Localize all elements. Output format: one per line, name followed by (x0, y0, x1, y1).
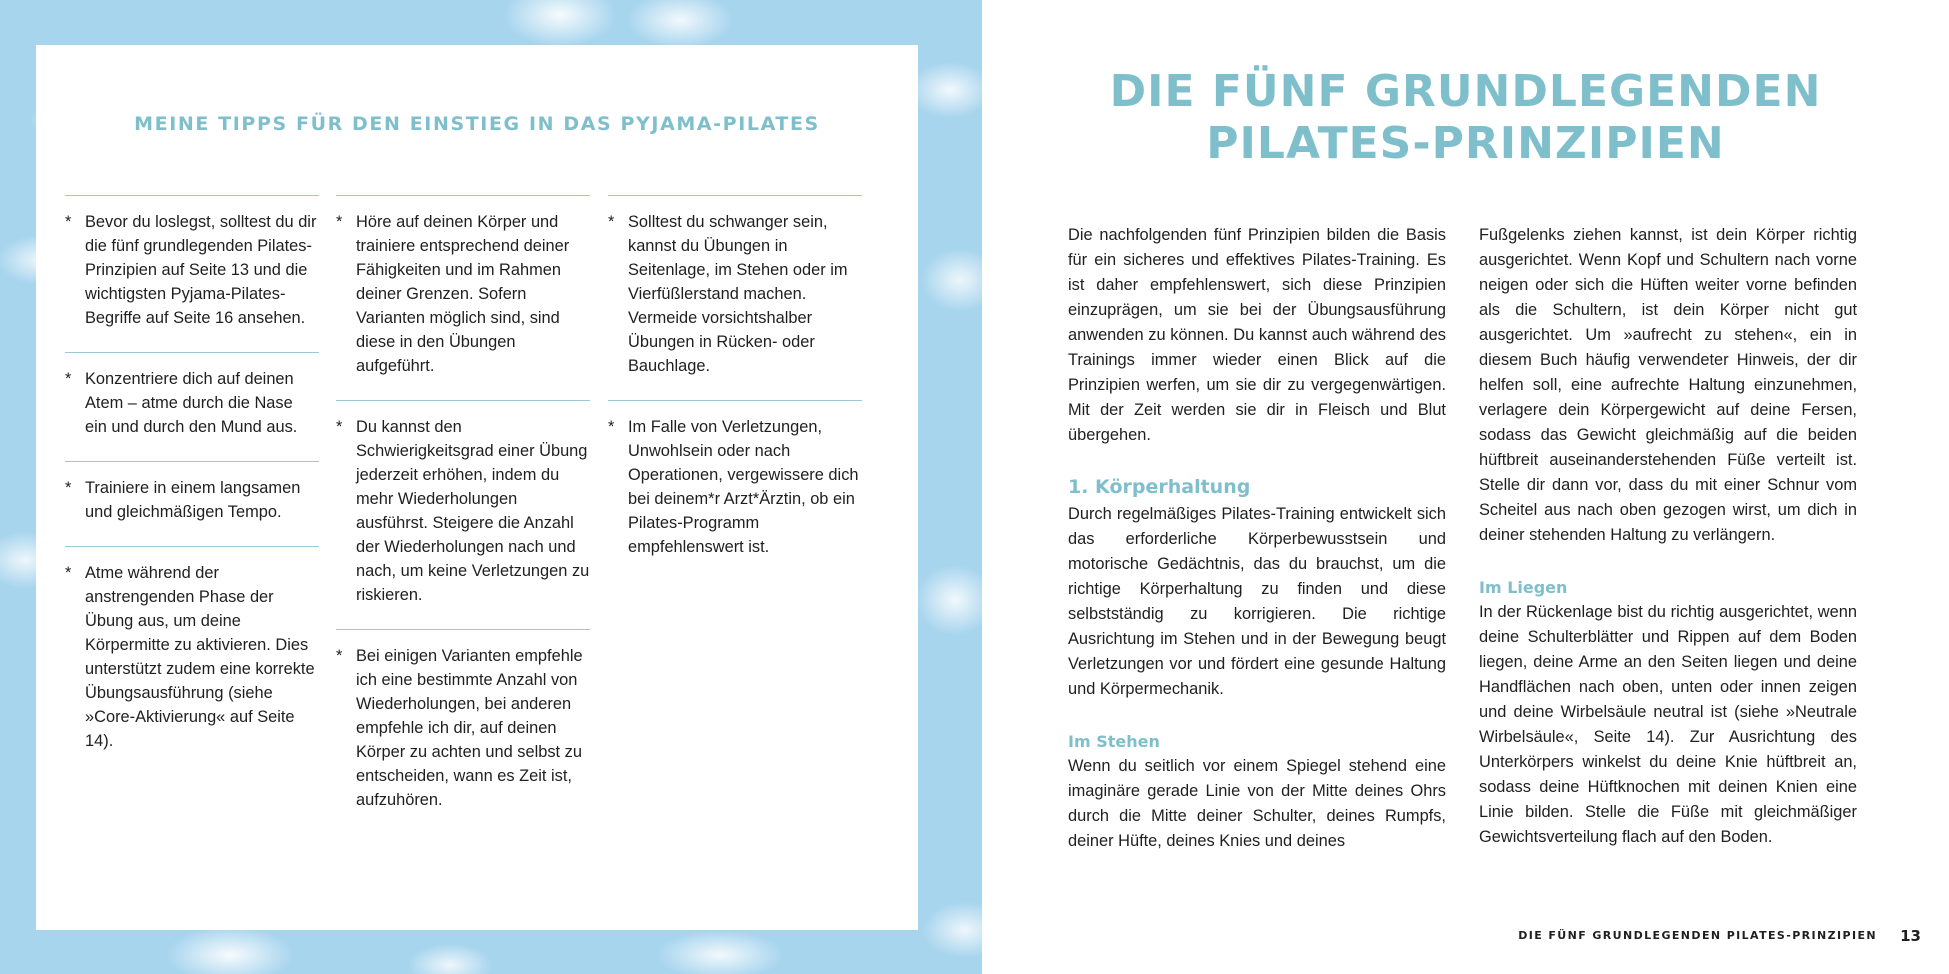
tips-column-3 (608, 195, 862, 577)
bullet-star: * (65, 370, 72, 388)
tip-text: Im Falle von Verletzungen, Unwohlsein oder nach Operationen, vergewissere dich bei deinem*r Arzt*Ärztin, ob ein Pilates-Programm empfehlenswert ist. (628, 418, 859, 556)
tip-text: Konzentriere dich auf deinen Atem – atme durch die Nase ein und durch den Mund aus. (85, 370, 298, 436)
bullet-star: * (336, 213, 343, 231)
tip-item (65, 352, 319, 457)
running-footer: DIE FÜNF GRUNDLEGENDEN PILATES-PRINZIPIEN (1518, 929, 1877, 942)
bullet-star: * (65, 479, 72, 497)
tip-text: Höre auf deinen Körper und trainiere entsprechend deiner Fähigkeiten und im Rahmen deiner Grenzen. Sofern Varianten möglich sind, sind diese in den Übungen aufgeführt. (356, 213, 570, 375)
bullet-star: * (608, 213, 615, 231)
tip-item (336, 400, 590, 625)
section-heading-posture: 1. Körperhaltung (1068, 476, 1251, 498)
bullet-star: * (65, 213, 72, 231)
tip-text: Solltest du schwanger sein, kannst du Übungen in Seitenlage, im Stehen oder im Vierfüßlerstand machen. Vermeide vorsichtshalber Übungen in Rücken- oder Bauchlage. (628, 213, 848, 375)
section-paragraph: Durch regelmäßiges Pilates-Training entwickelt sich das erforderliche Körperbewusstsein und motorische Gedächtnis, das du brauchst, um die richtige Körperhaltung zu finden und diese selbstständig zu korrigieren. Die richtige Ausrichtung im Stehen und in der Bewegung beugt Verletzungen vor und fördert eine gesunde Haltung und Körpermechanik. (1068, 505, 1446, 698)
bullet-star: * (336, 418, 343, 436)
tip-item (65, 195, 319, 348)
tip-item (65, 461, 319, 542)
tip-text: Bevor du loslegst, solltest du dir die fünf grundlegenden Pilates-Prinzipien auf Seite 13 und die wichtigsten Pyjama-Pilates-Begriffe auf Seite 16 ansehen. (85, 213, 317, 327)
tips-column-1 (65, 195, 319, 771)
standing-paragraph-end: Fußgelenks ziehen kannst, ist dein Körper richtig ausgerichtet. Wenn Kopf und Schultern nach vorne neigen oder sich die Hüften weiter vorne befinden als die Schultern, ist dein Körper nicht gut ausgerichtet. Um »aufrecht zu stehen«, ein in diesem Buch häufig verwendeter Hinweis, der dir helfen soll, eine aufrechte Haltung einzunehmen, verlagere dein Körpergewicht auf deine Fersen, sodass das Gewicht gleichmäßig auf die beiden hüftbreit auseinanderstehenden Füße verteilt ist. Stelle dir dann vor, dass du mit einer Schnur vom Scheitel aus nach oben gezogen wirst, um dich in deiner stehenden Haltung zu verlängern. (1479, 226, 1857, 544)
bullet-star: * (65, 564, 72, 582)
tip-text: Trainiere in einem langsamen und gleichmäßigen Tempo. (85, 479, 301, 521)
standing-paragraph-start: Wenn du seitlich vor einem Spiegel stehend eine imaginäre gerade Linie von der Mitte deines Ohrs durch die Mitte deiner Schulter, deines Rumpfs, deiner Hüfte, deines Knies und deines (1068, 757, 1446, 850)
text-column-2 (1479, 223, 1857, 850)
tip-item (336, 195, 590, 396)
page-title (982, 66, 1949, 170)
subheading-lying: Im Liegen (1479, 578, 1568, 597)
tip-text: Atme während der anstrengenden Phase der Übung aus, um deine Körpermitte zu aktivieren. Dies unterstützt zudem eine korrekte Übungsausführung (siehe »Core-Aktivierung« auf Seite 14). (85, 564, 315, 750)
tip-item (608, 195, 862, 396)
subheading-standing: Im Stehen (1068, 732, 1160, 751)
tips-card (36, 45, 918, 930)
title-line-2: PILATES-PRINZIPIEN (1206, 118, 1725, 169)
page-number: 13 (1900, 927, 1921, 945)
tip-item (65, 546, 319, 771)
tip-item (608, 400, 862, 577)
lying-paragraph: In der Rückenlage bist du richtig ausgerichtet, wenn deine Schulterblätter und Rippen auf dem Boden liegen, deine Arme an den Seiten liegen und deine Handflächen nach oben, unten oder innen zeigen und deine Wirbelsäule neutral ist (siehe »Neutrale Wirbelsäule«, Seite 14). Zur Ausrichtung des Unterkörpers winkelst du deine Knie hüftbreit an, sodass deine Hüftknochen mit deinen Knien eine Linie bilden. Stelle die Füße mit gleichmäßiger Gewichtsverteilung flach auf den Boden. (1479, 603, 1857, 846)
title-line-1: DIE FÜNF GRUNDLEGENDEN (1109, 66, 1822, 117)
bullet-star: * (336, 647, 343, 665)
tips-heading: MEINE TIPPS FÜR DEN EINSTIEG IN DAS PYJAMA-PILATES (134, 113, 820, 135)
tip-text: Bei einigen Varianten empfehle ich eine bestimmte Anzahl von Wiederholungen, bei anderen empfehle ich dir, auf deinen Körper zu achten und selbst zu entscheiden, wann es Zeit ist, aufzuhören. (356, 647, 583, 809)
text-column-1 (1068, 223, 1446, 854)
tip-text: Du kannst den Schwierigkeitsgrad einer Übung jederzeit erhöhen, indem du mehr Wiederholungen ausführst. Steigere die Anzahl der Wiederholungen nach und nach, um keine Verletzungen zu riskieren. (356, 418, 590, 604)
right-page (982, 0, 1949, 974)
tip-item (336, 629, 590, 830)
intro-paragraph: Die nachfolgenden fünf Prinzipien bilden die Basis für ein sicheres und effektives Pilates-Training. Es ist daher empfehlenswert, sich diese Prinzipien einzuprägen, um sie bei der Übungsausführung anwenden zu können. Du kannst auch während des Trainings immer wieder einen Blick auf die Prinzipien werfen, um sie dir zu vergegenwärtigen. Mit der Zeit werden sie dir in Fleisch und Blut übergehen. (1068, 226, 1446, 444)
tips-column-2 (336, 195, 590, 830)
bullet-star: * (608, 418, 615, 436)
